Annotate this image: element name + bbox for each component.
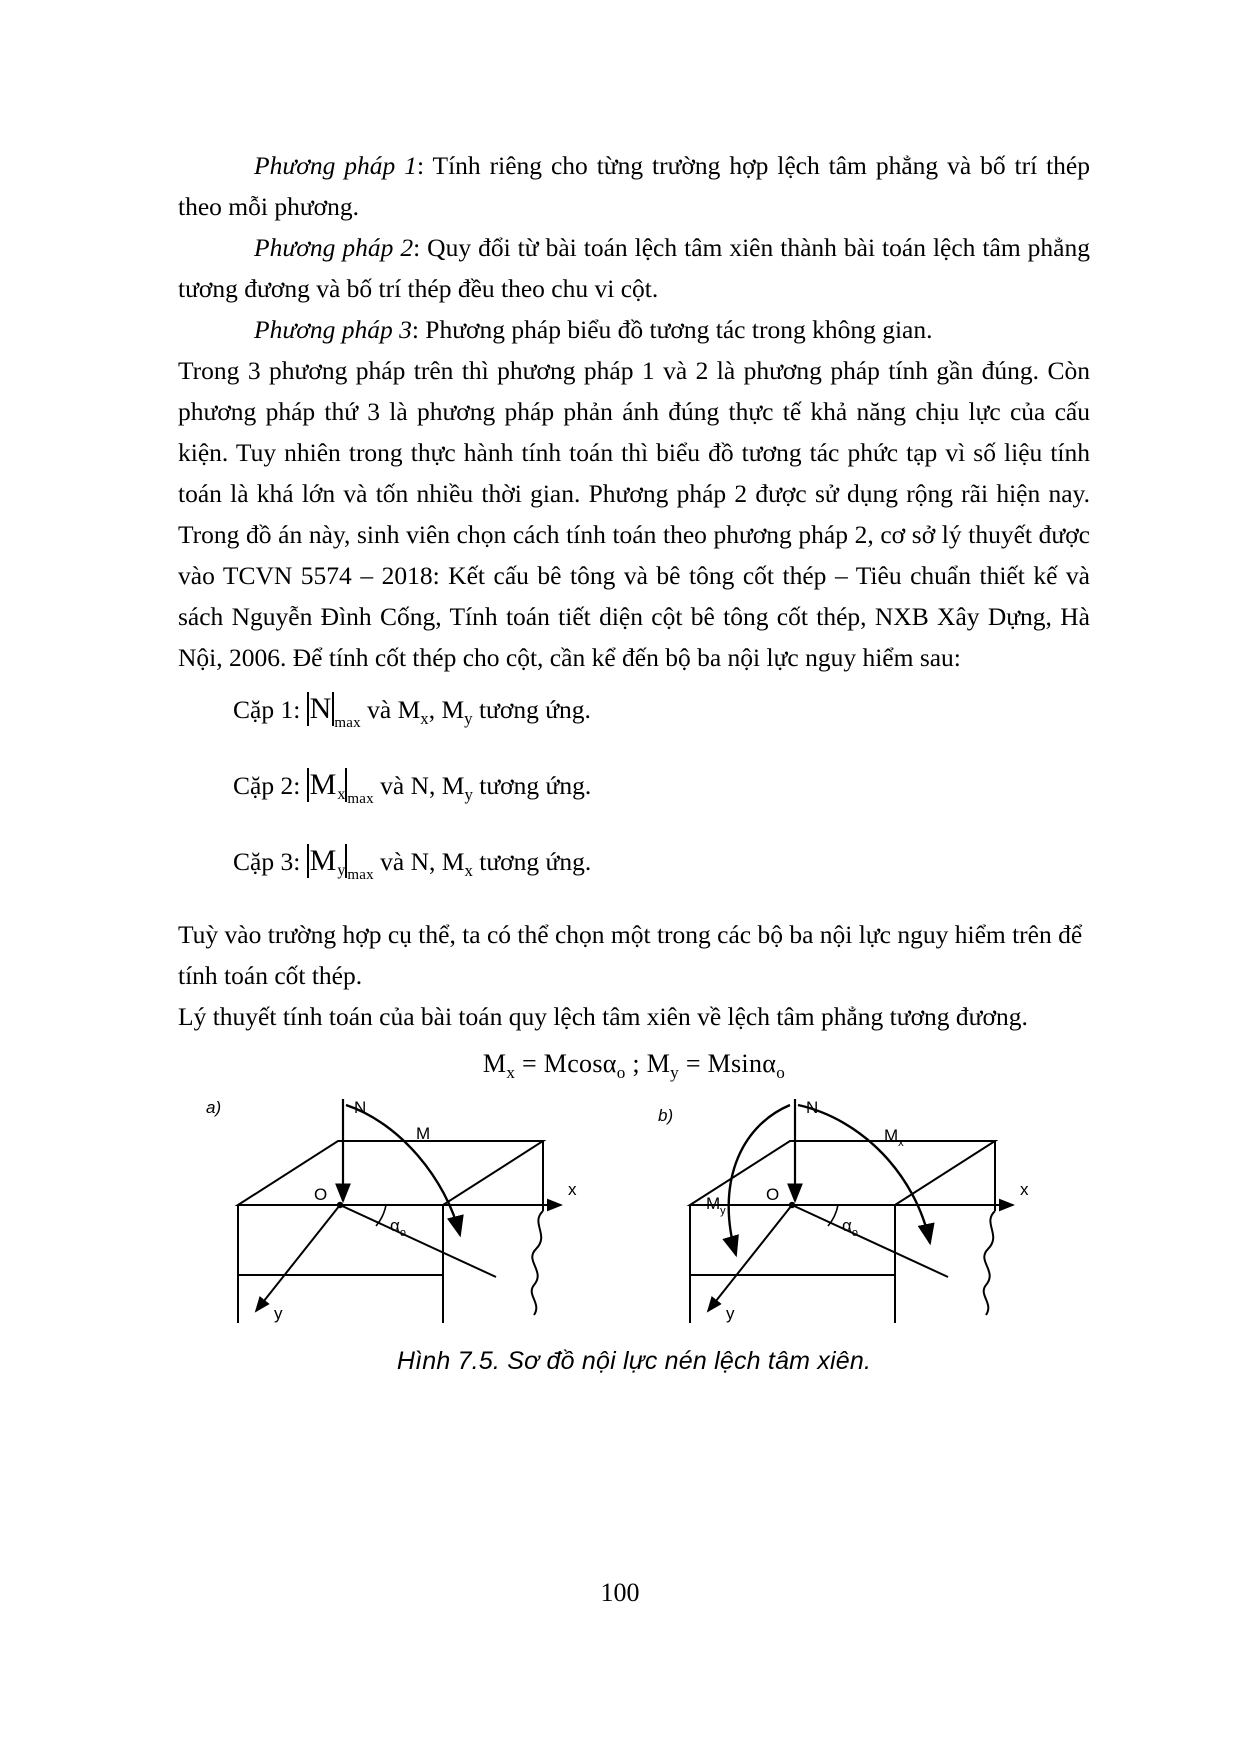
paragraph-phuong-phap-1 — [178, 145, 1090, 227]
panel-a-axis-y-label: y — [274, 1304, 283, 1324]
panel-a-axis-n-label: N — [354, 1098, 367, 1118]
pair-3-symbol: M — [309, 844, 337, 877]
pair-3-bar-subscript: max — [347, 867, 374, 883]
pair-1-tail-mid: , M — [428, 695, 465, 724]
phuong-phap-1-text: : Tính riêng cho từng trường hợp lệch tâm phẳng và bố trí thép theo mỗi phương. — [178, 151, 1091, 221]
pair-3-tail-sub-2: x — [464, 861, 473, 881]
panel-b-broken-edge — [984, 1211, 995, 1315]
pair-2-label: Cặp 2: — [233, 771, 301, 800]
formula-eq1-subscript: o — [616, 1063, 626, 1083]
pair-3-symbol-subscript: y — [337, 862, 346, 879]
pair-1-label: Cặp 1: — [233, 695, 301, 724]
pair-1-tail-end: tương ứng. — [472, 695, 591, 724]
figure-7-5 — [178, 1083, 1090, 1333]
panel-b-moment-y-label: $M_y$ — [706, 1194, 726, 1218]
paragraph-theory-line: Lý thuyết tính toán của bài toán quy lệch tâm xiên về lệch tâm phẳng tương đương. — [178, 1002, 1028, 1031]
paragraph-after-pairs: Tuỳ vào trường hợp cụ thể, ta có thể chọn một trong các bộ ba nội lực nguy hiểm trên để tính toán cốt thép. — [178, 920, 1083, 990]
formula-separator: ; — [625, 1049, 647, 1078]
panel-a-origin-label: O — [314, 1185, 328, 1205]
panel-b-label: b) — [658, 1106, 674, 1126]
paragraph-phuong-phap-2 — [178, 227, 1090, 309]
phuong-phap-3-label: Phương pháp 3 — [254, 315, 412, 344]
formula-eq2-subscript: o — [776, 1063, 786, 1083]
pair-2-symbol-subscript: x — [337, 786, 346, 803]
formula-mx-my — [178, 1049, 1090, 1083]
panel-a-axis-x-label: x — [568, 1180, 577, 1200]
pair-1-tail-sub-1: x — [420, 709, 429, 729]
pair-1-tail-sub-2: y — [464, 709, 473, 729]
figure-panel-b — [658, 1098, 1029, 1323]
pair-2-symbol: M — [309, 768, 337, 801]
absolute-value-group-1 — [307, 678, 361, 754]
figure-caption: Hình 7.5. Sơ đồ nội lực nén lệch tâm xiên. — [396, 1347, 872, 1376]
page-content — [178, 145, 1090, 1376]
absolute-value-group-2 — [307, 754, 374, 830]
formula-eq1: = Mcosα — [515, 1049, 617, 1078]
absolute-value-group-3 — [307, 830, 374, 906]
paragraph-main-body: Trong 3 phương pháp trên thì phương pháp 1 và 2 là phương pháp tính gần đúng. Còn phương pháp thứ 3 là phương pháp phản ánh đúng thực tế khả năng chịu lực của cấu kiện. Tuy nhiên trong thực hành tính toán thì biểu đồ tương tác phức tạp vì số liệu tính toán là khá lớn và tốn nhiều thời gian. Phương pháp 2 được sử dụng rộng rãi hiện nay. Trong đồ án này, sinh viên chọn cách tính toán theo phương pháp 2, cơ sở lý thuyết được vào TCVN 5574 – 2018: Kết cấu bê tông và bê tông cốt thép – Tiêu chuẩn thiết kế và sách Nguyễn Đình Cống, Tính toán tiết diện cột bê tông cốt thép, NXB Xây Dựng, Hà Nội, 2006. Để tính cốt thép cho cột, cần kể đến bộ ba nội lực nguy hiểm sau: — [178, 356, 1090, 672]
panel-a-broken-edge — [532, 1211, 543, 1315]
panel-b-origin-label: O — [766, 1185, 780, 1205]
pair-2-tail-sub-2: y — [464, 785, 473, 805]
figure-7-5-svg — [178, 1083, 1090, 1333]
figure-panel-a — [206, 1098, 577, 1323]
pair-1-bar-subscript: max — [334, 715, 361, 731]
panel-a-moment-plane-trace — [340, 1205, 496, 1277]
formula-right-symbol: M — [646, 1049, 671, 1078]
pair-1-symbol: N — [309, 692, 332, 725]
phuong-phap-2-text: : Quy đổi từ bài toán lệch tâm xiên thành bài toán lệch tâm phẳng tương đương và bố trí thép đều theo chu vi cột. — [178, 233, 1090, 303]
panel-b-axis-n-label: N — [806, 1098, 819, 1118]
pair-2-bar-subscript: max — [347, 791, 374, 807]
panel-a-angle-label: $\alpha_o$ — [390, 1216, 406, 1240]
pair-2-tail: và N, M — [380, 771, 465, 800]
formula-eq2: = Msinα — [679, 1049, 777, 1078]
panel-a-axis-y-line — [256, 1205, 340, 1311]
pair-3-tail: và N, M — [380, 847, 465, 876]
panel-b-angle-label: $\alpha_o$ — [842, 1216, 858, 1240]
pair-1-tail: và M — [367, 695, 421, 724]
panel-b-moment-plane-trace — [792, 1205, 948, 1277]
panel-a-moment-label: M — [416, 1124, 431, 1144]
panel-b-moment-x-arc — [798, 1105, 930, 1243]
pair-3-tail-end: tương ứng. — [472, 847, 592, 876]
panel-b-slab-top-face — [690, 1141, 995, 1205]
panel-b-axis-y-line — [708, 1205, 792, 1311]
pair-row-2 — [178, 754, 1090, 830]
panel-b-moment-x-label: $M_x$ — [884, 1126, 904, 1150]
phuong-phap-3-text: : Phương pháp biểu đồ tương tác trong không gian. — [411, 315, 933, 344]
phuong-phap-1-label: Phương pháp 1 — [254, 151, 417, 180]
panel-b-axis-y-label: y — [726, 1304, 735, 1324]
panel-a-slab-top-face — [238, 1141, 543, 1205]
formula-right-subscript: y — [670, 1063, 680, 1083]
pair-row-1 — [178, 678, 1090, 754]
phuong-phap-2-label: Phương pháp 2 — [254, 233, 414, 262]
panel-b-moment-y-arc — [729, 1105, 790, 1255]
formula-left-subscript: x — [506, 1063, 516, 1083]
pair-row-3 — [178, 830, 1090, 906]
pair-3-label: Cặp 3: — [233, 847, 301, 876]
paragraph-phuong-phap-3 — [178, 309, 1090, 350]
pair-2-tail-end: tương ứng. — [472, 771, 592, 800]
formula-left-symbol: M — [482, 1049, 507, 1078]
panel-b-axis-x-label: x — [1020, 1180, 1029, 1200]
page-number: 100 — [600, 1578, 640, 1607]
panel-a-label: a) — [206, 1098, 222, 1118]
